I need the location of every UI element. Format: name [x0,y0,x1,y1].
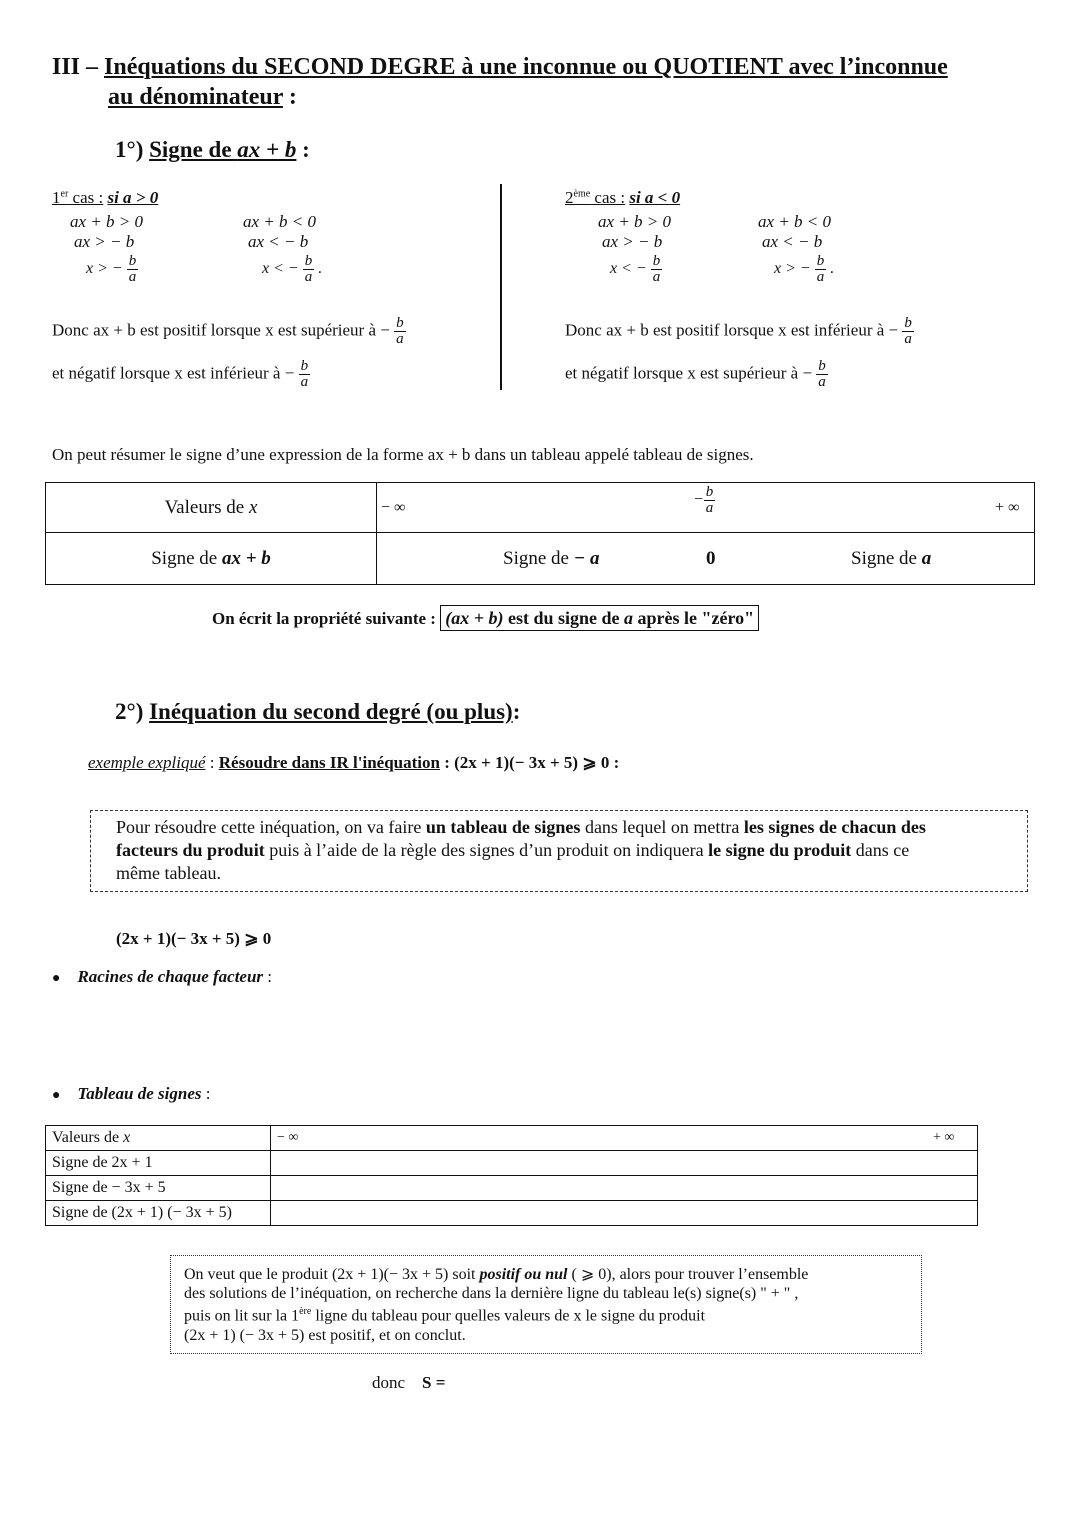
table1-sign-row [377,533,1035,585]
table1-sign-left: Signe de − a [503,548,600,569]
method-text-3: même tableau. [116,863,221,883]
table2-row-factor1-label: Signe de 2x + 1 [46,1151,271,1176]
main-heading-line2: au dénominateur : [108,84,297,110]
case2-conclusion-2: et négatif lorsque x est supérieur à − $\frac{b}{a}$ [565,358,826,390]
table2-row-product [271,1201,978,1226]
table1-plus-inf: + ∞ [995,499,1020,516]
table2-row-product-label: Signe de (2x + 1) (− 3x + 5) [46,1201,271,1226]
table2-row-factor1 [271,1151,978,1176]
bullet-roots: ● Racines de chaque facteur : [52,967,273,986]
case2-right-3: x > − $\frac{b}{a}$ . [774,253,835,285]
property-line: On écrit la propriété suivante : (ax + b) est du signe de a après le "zéro" [212,608,759,629]
summary-text: On peut résumer le signe d’une expression de la forme ax + b dans un tableau appelé tableau de signes. [52,445,754,464]
case1-left-2: ax > − b [74,232,135,251]
case2-label: 2ème cas : si a < 0 [565,188,681,207]
case2-left-2: ax > − b [602,232,663,251]
table1-sign-right: Signe de a [851,548,932,569]
example-label: exemple expliqué [88,753,206,772]
table1-values-row [377,483,1035,533]
case1-condition: si a > 0 [107,188,159,207]
case1-right-2: ax < − b [248,232,309,251]
table1-zero: 0 [706,548,716,569]
heading-line1: Inéquations du SECOND DEGRE à une inconnue ou QUOTIENT avec l’inconnue [104,54,948,80]
inequation: (2x + 1)(− 3x + 5) ⩾ 0 [116,929,272,948]
table2-row-values-label: Valeurs de x [46,1126,271,1151]
main-heading: III – Inéquations du SECOND DEGRE à une inconnue ou QUOTIENT avec l’inconnue [52,54,948,80]
table2-row-values [271,1126,978,1151]
final-solution: donc S = [372,1373,446,1392]
case2-left-3: x < − $\frac{b}{a}$ [610,253,661,285]
case1-conclusion-2: et négatif lorsque x est inférieur à − $\frac{b}{a}$ [52,358,309,390]
section2-title: 2°) Inéquation du second degré (ou plus): [115,699,521,724]
case-divider [500,184,502,390]
table1-root: − $\frac{b}{a}$ [693,484,714,516]
conclusion-line-4: (2x + 1) (− 3x + 5) est positif, et on conclut. [184,1327,466,1344]
case2-left-1: ax + b > 0 [598,212,671,231]
table1-header-label: Valeurs de x [46,483,377,533]
table2-minus-inf: − ∞ [277,1130,299,1145]
sign-table-product [45,1125,978,1226]
table2-row-factor2-label: Signe de − 3x + 5 [46,1176,271,1201]
case1-label: 1er cas : si a > 0 [52,188,159,207]
table1-minus-inf: − ∞ [381,499,406,516]
method-text-2: facteurs du produit puis à l’aide de la règle des signes d’un produit on indiquera le signe du produit dans ce [116,840,910,860]
sign-table-ax-b [45,482,1035,585]
example-expression: (2x + 1)(− 3x + 5) ⩾ 0 : [454,753,620,772]
conclusion-line-3: puis on lit sur la 1ère ligne du tableau pour quelles valeurs de x le signe du produit [184,1306,706,1325]
case1-right-1: ax + b < 0 [243,212,316,231]
case2-right-2: ax < − b [762,232,823,251]
property-box: (ax + b) est du signe de a après le "zéro" [440,605,759,631]
table2-plus-inf: + ∞ [933,1130,955,1145]
conclusion-line-2: des solutions de l’inéquation, on recherche dans la dernière ligne du tableau le(s) signe(s) " + " , [184,1285,799,1302]
case1-left-1: ax + b > 0 [70,212,143,231]
method-text-1: Pour résoudre cette inéquation, on va faire un tableau de signes dans lequel on mettra les signes de chacun des [116,817,926,837]
section1-title: 1°) Signe de ax + b : [115,137,310,162]
case2-condition: si a < 0 [629,188,681,207]
case1-left-3: x > − $\frac{b}{a}$ [86,253,137,285]
example-task: Résoudre dans IR l'inéquation [218,753,440,772]
table2-row-factor2 [271,1176,978,1201]
case2-right-1: ax + b < 0 [758,212,831,231]
case1-right-3: x < − $\frac{b}{a}$ . [262,253,323,285]
case2-conclusion-1: Donc ax + b est positif lorsque x est inférieur à − $\frac{b}{a}$ [565,315,912,347]
example-line: exemple expliqué : Résoudre dans IR l'inéquation : (2x + 1)(− 3x + 5) ⩾ 0 : [88,753,620,772]
table1-sign-label: Signe de ax + b [46,533,377,585]
conclusion-line-1: On veut que le produit (2x + 1)(− 3x + 5) soit positif ou nul ( ⩾ 0), alors pour trouver l’ensemble [184,1266,809,1283]
bullet-sign-table: ● Tableau de signes : [52,1084,211,1103]
case1-conclusion-1: Donc ax + b est positif lorsque x est supérieur à − $\frac{b}{a}$ [52,315,404,347]
